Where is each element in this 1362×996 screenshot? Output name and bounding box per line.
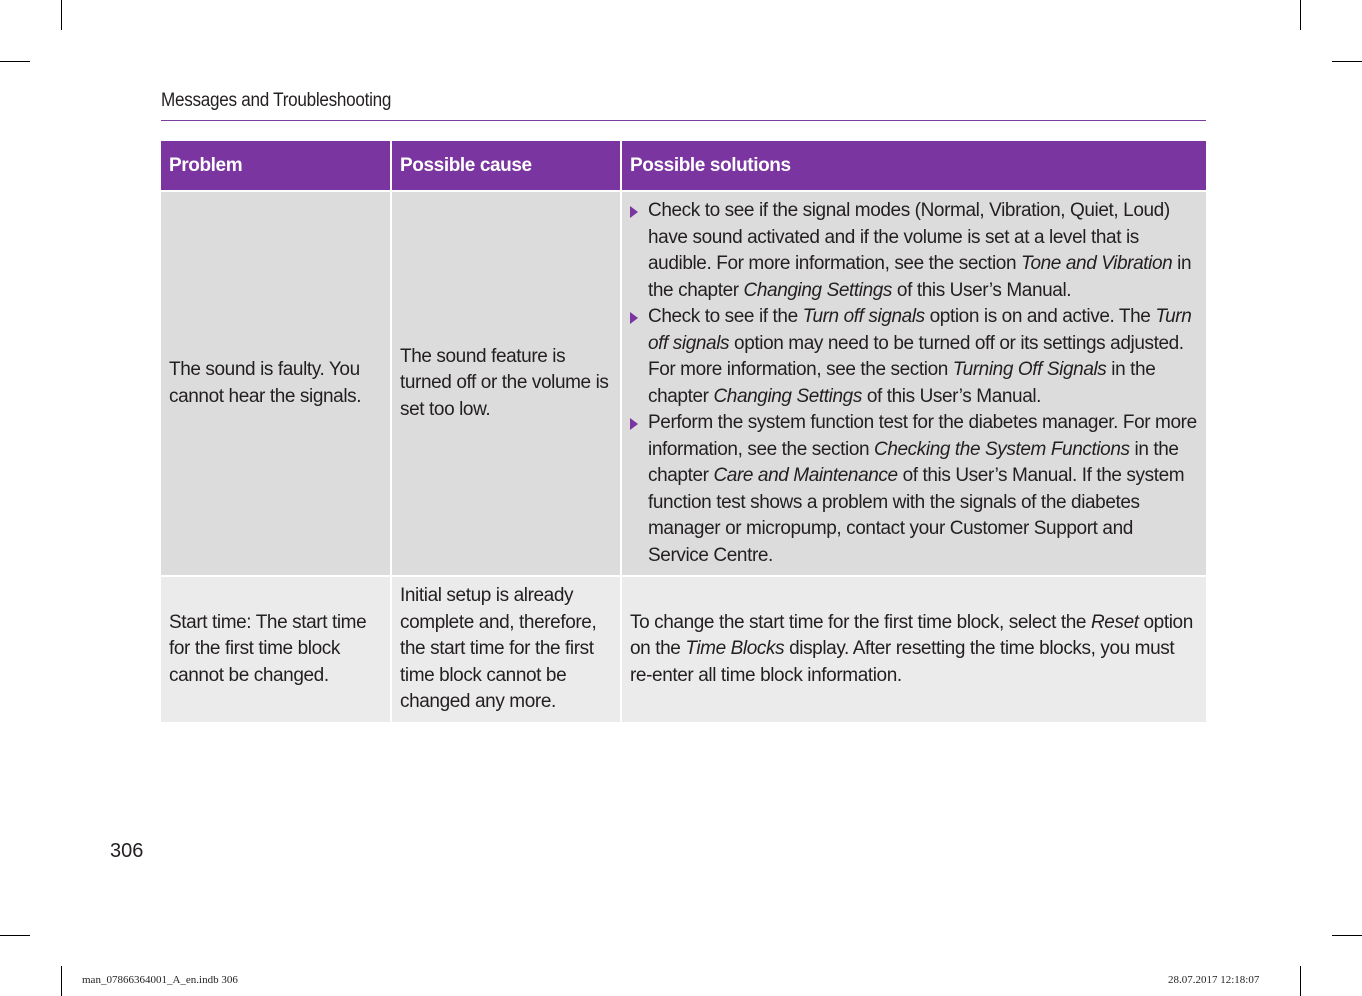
- solution-reference: Care and Maintenance: [713, 465, 898, 486]
- crop-mark: [1332, 935, 1362, 936]
- solution-text: in the chapter: [648, 438, 1179, 486]
- column-header-problem: Problem: [161, 141, 391, 191]
- solution-item: [630, 198, 1198, 304]
- troubleshooting-table: [161, 141, 1206, 722]
- bullet-triangle-icon: [630, 418, 638, 430]
- crop-mark: [0, 61, 30, 62]
- solution-text: in the chapter: [648, 359, 1156, 407]
- column-header-solutions: Possible solutions: [621, 141, 1206, 191]
- solution-text: of this User’s Manual.: [861, 385, 1042, 407]
- solutions-cell: [621, 191, 1206, 576]
- problem-cell: Start time: The start time for the first time block cannot be changed.: [161, 576, 391, 722]
- table-row: [161, 191, 1206, 576]
- solution-text: of this User’s Manual. If the system function test shows a problem with the signals of the diabetes manager or micropump, contact your Customer Support and Service Centre.: [648, 465, 1185, 566]
- table-header-row: [161, 141, 1206, 191]
- bullet-triangle-icon: [630, 206, 638, 218]
- solutions-cell: [621, 576, 1206, 722]
- crop-mark: [1332, 61, 1362, 62]
- solution-text: display. After resetting the time blocks, you must re-enter all time block information.: [630, 638, 1175, 686]
- column-header-cause: Possible cause: [391, 141, 621, 191]
- solution-item: [630, 304, 1198, 410]
- section-title: Messages and Troubleshooting: [161, 90, 392, 111]
- cause-cell: Initial setup is already complete and, therefore, the start time for the first time block cannot be changed any more.: [391, 576, 621, 722]
- solution-reference: Turning Off Signals: [952, 359, 1107, 380]
- bullet-triangle-icon: [630, 312, 638, 324]
- solution-reference: Turn off signals: [648, 306, 1192, 354]
- page-number: 306: [110, 840, 144, 862]
- problem-cell: The sound is faulty. You cannot hear the signals.: [161, 191, 391, 576]
- solution-text: of this User’s Manual.: [892, 279, 1072, 301]
- header-divider: [161, 120, 1206, 121]
- crop-mark: [0, 935, 30, 936]
- solution-reference: Changing Settings: [743, 279, 893, 301]
- solution-list: [630, 198, 1198, 569]
- solution-text: option may need to be turned off or its settings adjusted. For more information, see the section: [648, 332, 1184, 380]
- solution-text: To change the start time for the first time block, select the: [630, 611, 1091, 633]
- solution-reference: Turn off signals: [802, 306, 925, 327]
- solution-text: Check to see if the signal modes (Normal, Vibration, Quiet, Loud) have sound activated and if the volume is set at a level that is audible. For more information, see the section: [648, 200, 1170, 274]
- print-slug-timestamp: 28.07.2017 12:18:07: [1168, 974, 1260, 986]
- solution-text: Check to see if the: [648, 306, 803, 327]
- cause-cell: The sound feature is turned off or the volume is set too low.: [391, 191, 621, 576]
- crop-mark: [61, 966, 62, 996]
- crop-mark: [1300, 0, 1301, 30]
- table-row: [161, 576, 1206, 722]
- solution-reference: Tone and Vibration: [1021, 253, 1173, 274]
- solution-text: Perform the system function test for the diabetes manager. For more information, see the section: [648, 412, 1197, 460]
- print-slug-file: man_07866364001_A_en.indb 306: [82, 974, 238, 986]
- solution-reference: Checking the System Functions: [874, 438, 1130, 460]
- solution-reference: Reset: [1090, 611, 1139, 633]
- solution-reference: Time Blocks: [685, 638, 785, 659]
- crop-mark: [1300, 966, 1301, 996]
- solution-text: in the chapter: [648, 253, 1192, 301]
- crop-mark: [61, 0, 62, 30]
- solution-text: option on the: [630, 611, 1193, 659]
- solution-text: option is on and active. The: [924, 306, 1156, 327]
- solution-item: [630, 410, 1198, 569]
- solution-reference: Changing Settings: [713, 385, 862, 407]
